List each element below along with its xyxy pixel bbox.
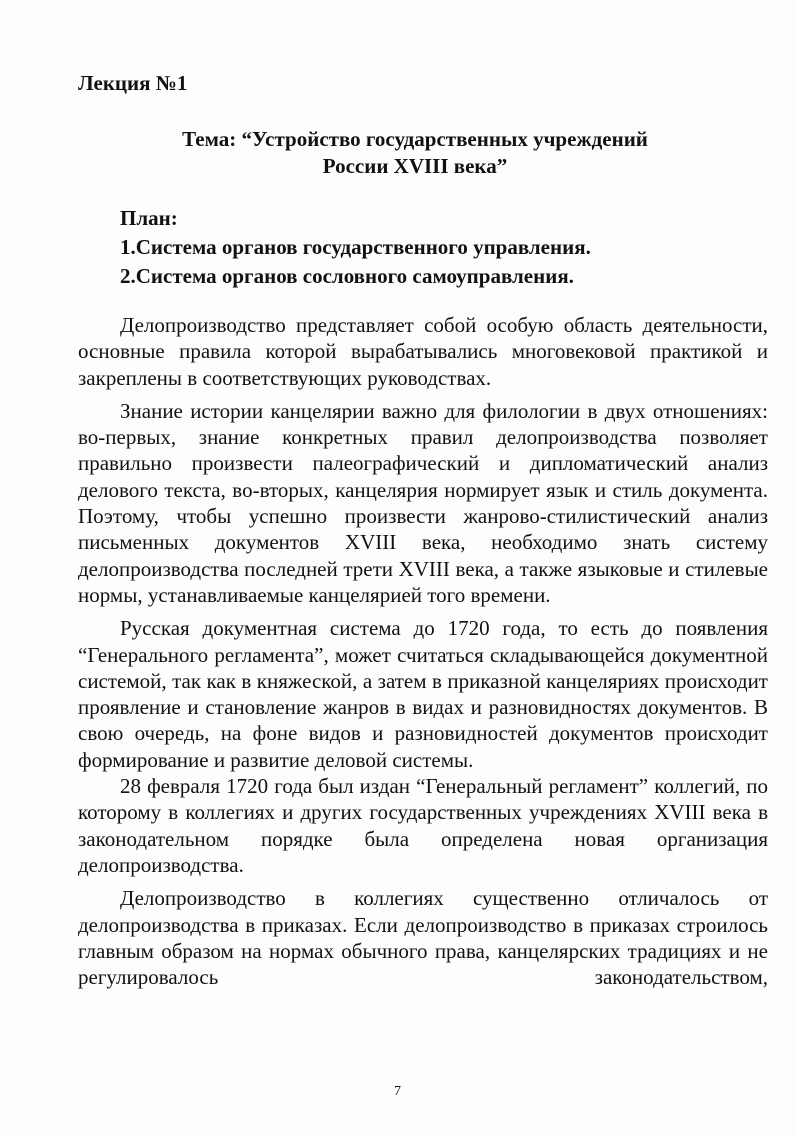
page-number: 7 — [394, 1084, 401, 1099]
plan-label: План: — [120, 206, 178, 230]
topic-line-1: Тема: “Устройство государственных учреждений — [182, 127, 648, 151]
topic-line-2: России XVIII века” — [322, 154, 508, 178]
body-text — [78, 312, 768, 990]
plan-item-1: 1.Система органов государственного управления. — [120, 235, 591, 259]
paragraph-5: Делопроизводство в коллегиях существенно отличалось от делопроизводства в приказах. Если делопроизводство в приказах строилось главным образом на нормах обычного права, канцелярских традициях и не регулировалось законодательством, — [78, 886, 768, 990]
plan-block — [120, 204, 591, 291]
plan-item-2: 2.Система органов сословного самоуправления. — [120, 264, 574, 288]
paragraph-3: Русская документная система до 1720 года, то есть до появления “Генерального регламента”, может считаться складывающейся документной системой, так как в княжеской, а затем в приказной канцеляриях происходит проявление и становление жанров в видах и разновидностях документов. В свою очередь, на фоне видов и разновидностей документов происходит формирование и развитие деловой системы. — [78, 616, 768, 772]
paragraph-4: 28 февраля 1720 года был издан “Генеральный регламент” коллегий, по которому в коллегиях и других государственных учреждениях XVIII века в законодательном порядке была определена новая организация делопроизводства. — [78, 774, 768, 877]
lecture-title: Лекция №1 — [78, 71, 188, 95]
paragraph-1: Делопроизводство представляет собой особую область деятельности, основные правила которой вырабатывались многовековой практикой и закреплены в соответствующих руководствах. — [78, 313, 768, 390]
paragraph-2: Знание истории канцелярии важно для филологии в двух отношениях: во-первых, знание конкретных правил делопроизводства позволяет правильно произвести палеографический и дипломатический анализ делового текста, во-вторых, канцелярия нормирует язык и стиль документа. Поэтому, чтобы успешно произвести жанрово-стилистический анализ письменных документов XVIII века, необходимо знать систему делопроизводства последней трети XVIII века, а также языковые и стилевые нормы, устанавливаемые канцелярией того времени. — [78, 398, 768, 607]
topic-heading — [60, 126, 770, 180]
